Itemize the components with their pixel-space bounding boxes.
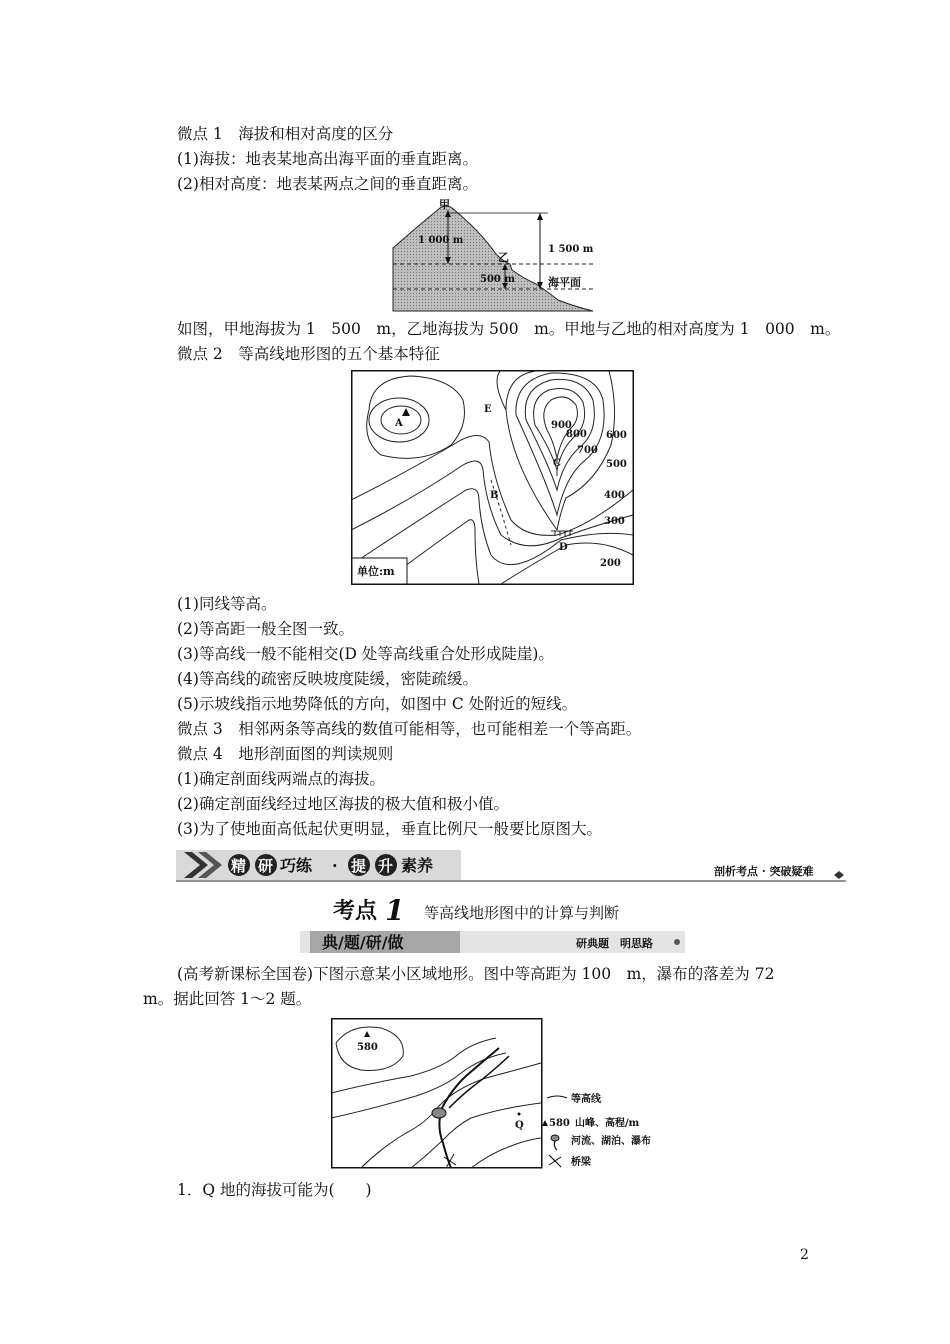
label-d: D	[559, 542, 568, 553]
kaodian-heading	[0, 893, 950, 925]
sub-heading	[300, 930, 685, 954]
contour-800: 800	[566, 429, 587, 440]
question-1: 1．Q 地的海拔可能为( )	[177, 1181, 372, 1199]
banner-char-1: 精	[231, 857, 247, 875]
label-1000m: 1 000 m	[418, 235, 464, 246]
kaodian-title: 等高线地形图中的计算与判断	[424, 904, 620, 922]
contour-500: 500	[606, 459, 627, 470]
small-area-map-figure	[331, 1018, 665, 1170]
contour-200: 200	[600, 558, 621, 569]
sub-right-text: 研典题 明思路	[576, 937, 653, 950]
contour-400: 400	[604, 490, 625, 501]
sub-title: 典/题/研/做	[322, 933, 404, 952]
legend-peak: 山峰、高程/m	[575, 1118, 640, 1129]
label-yi: 乙	[498, 251, 509, 264]
banner-char-5: 升	[378, 857, 394, 875]
label-1500m: 1 500 m	[548, 244, 594, 255]
section-heading-3: 微点 3 相邻两条等高线的数值可能相等，也可能相差一个等高距。	[177, 720, 642, 738]
text-line: (4)等高线的疏密反映坡度陡缓，密陡疏缓。	[177, 670, 478, 688]
section-heading-2: 微点 2 等高线地形图的五个基本特征	[177, 345, 440, 363]
label-sea-level: 海平面	[548, 276, 581, 289]
river-lake-legend-icon	[551, 1135, 559, 1141]
contour-600: 600	[606, 430, 627, 441]
text-line: (高考新课标全国卷)下图示意某小区域地形。图中等高距为 100 m，瀑布的落差为 72	[177, 965, 775, 983]
banner-char-6: 素养	[401, 856, 434, 875]
contour-map-figure	[351, 370, 634, 585]
unit-label: 单位:m	[357, 565, 395, 578]
page-number: 2	[800, 1247, 809, 1263]
text-line: (1)海拔：地表某地高出海平面的垂直距离。	[177, 150, 478, 168]
banner-dot: ·	[332, 856, 338, 875]
text-line: (3)等高线一般不能相交(D 处等高线重合处形成陡崖)。	[177, 645, 554, 663]
text-line: (1)确定剖面线两端点的海拔。	[177, 770, 385, 788]
text-line: (2)相对高度：地表某两点之间的垂直距离。	[177, 175, 478, 193]
legend-peak-value: 580	[549, 1118, 570, 1129]
contour-300: 300	[604, 516, 625, 527]
label-jia: 甲	[439, 198, 450, 211]
contour-900: 900	[551, 420, 572, 431]
label-500m: 500 m	[480, 274, 515, 285]
point-q-label: Q	[515, 1120, 524, 1131]
text-line: (5)示坡线指示地势降低的方向，如图中 C 处附近的短线。	[177, 695, 578, 713]
label-c: C	[553, 458, 561, 469]
banner-right-text: 剖析考点 · 突破疑难	[714, 865, 814, 878]
section-heading-1: 微点 1 海拔和相对高度的区分	[177, 125, 394, 143]
kaodian-label: 考点	[333, 898, 378, 924]
text-line: (2)等高距一般全图一致。	[177, 620, 354, 638]
section-heading-4: 微点 4 地形剖面图的判读规则	[177, 745, 394, 763]
legend-river: 河流、湖泊、瀑布	[571, 1136, 651, 1147]
text-line: (2)确定剖面线经过地区海拔的极大值和极小值。	[177, 795, 509, 813]
peak-580-label: 580	[357, 1042, 378, 1053]
label-a: A	[395, 418, 403, 429]
banner-char-3: 巧练	[280, 856, 313, 875]
text-line: m。据此回答 1～2 题。	[143, 990, 312, 1008]
label-e: E	[484, 404, 492, 415]
banner-char-2: 研	[258, 857, 274, 875]
legend-bridge: 桥梁	[571, 1157, 591, 1168]
section-banner	[176, 848, 846, 882]
legend-contour: 等高线	[571, 1094, 601, 1105]
text-line: (3)为了使地面高低起伏更明显，垂直比例尺一般要比原图大。	[177, 820, 602, 838]
banner-char-4: 提	[351, 857, 367, 875]
kaodian-number: 1	[385, 894, 405, 925]
contour-legend-icon	[547, 1096, 567, 1098]
altitude-figure	[388, 196, 598, 314]
text-line: 如图，甲地海拔为 1 500 m，乙地海拔为 500 m。甲地与乙地的相对高度为 1 000 m。	[177, 320, 841, 338]
text-line: (1)同线等高。	[177, 595, 277, 613]
label-b: B	[490, 490, 499, 501]
contour-700: 700	[577, 445, 598, 456]
peak-legend-icon	[542, 1120, 548, 1126]
